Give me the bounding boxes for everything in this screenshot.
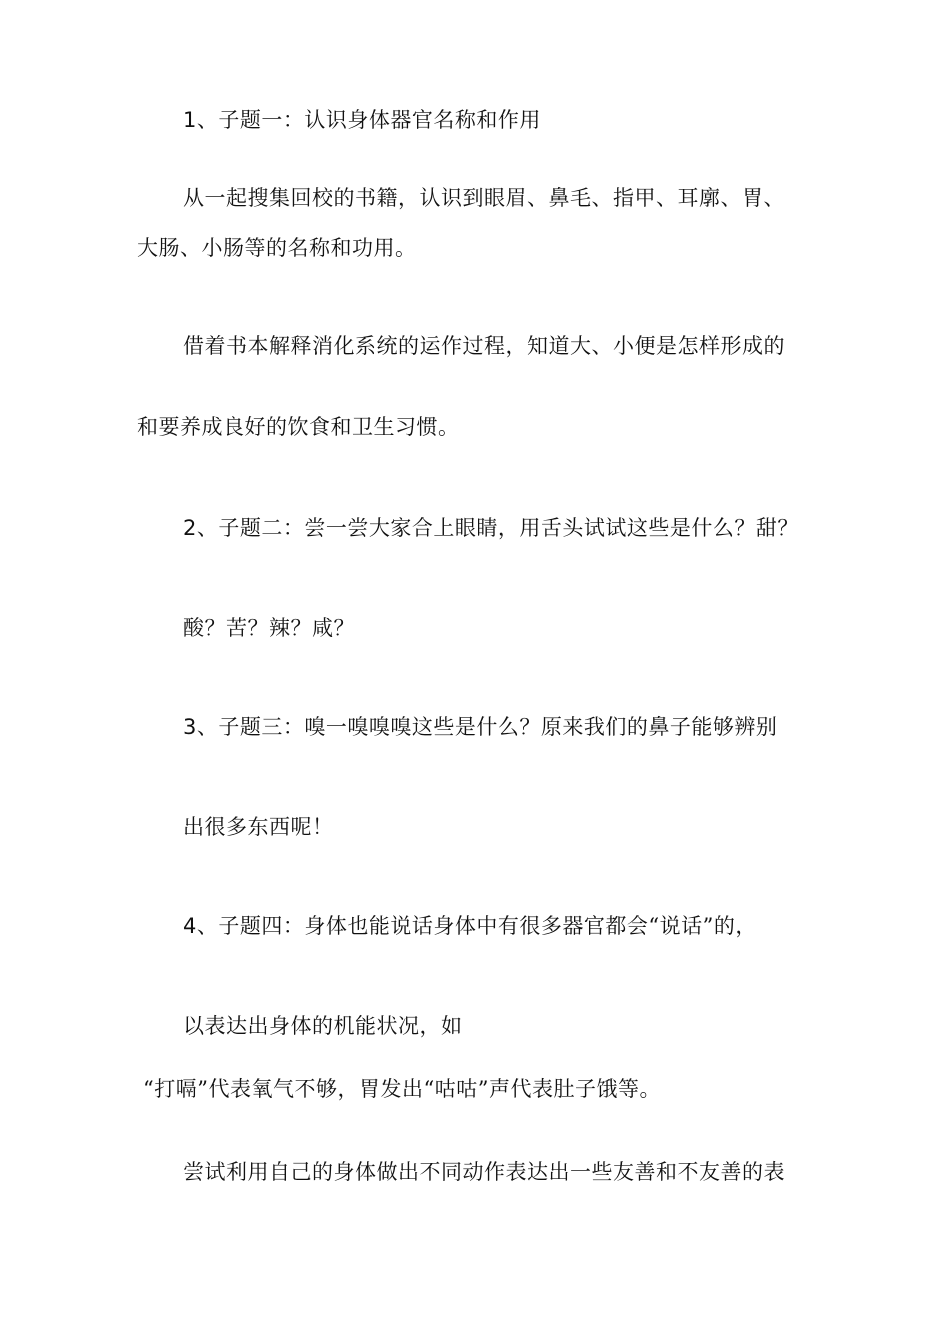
- paragraph-line-1: 1、子题一：认识身体器官名称和作用: [183, 108, 541, 132]
- paragraph-line-11: 以表达出身体的机能状况，如: [183, 1014, 463, 1038]
- paragraph-line-3: 大肠、小肠等的名称和功用。: [137, 236, 417, 260]
- paragraph-line-13: 尝试利用自己的身体做出不同动作表达出一些友善和不友善的表: [183, 1160, 785, 1184]
- paragraph-line-2: 从一起搜集回校的书籍，认识到眼眉、鼻毛、指甲、耳廓、胃、: [183, 186, 785, 210]
- paragraph-line-10: 4、子题四：身体也能说话身体中有很多器官都会“说话”的，: [183, 914, 757, 938]
- paragraph-line-4: 借着书本解释消化系统的运作过程，知道大、小便是怎样形成的: [183, 334, 785, 358]
- paragraph-line-9: 出很多东西呢！: [183, 815, 334, 839]
- paragraph-line-8: 3、子题三：嗅一嗅嗅嗅这些是什么？原来我们的鼻子能够辨别: [183, 715, 778, 739]
- paragraph-line-5: 和要养成良好的饮食和卫生习惯。: [137, 415, 460, 439]
- paragraph-line-7: 酸？苦？辣？咸？: [183, 616, 355, 640]
- paragraph-line-12: “打嗝”代表氧气不够，胃发出“咕咕”声代表肚子饿等。: [143, 1077, 661, 1101]
- paragraph-line-6: 2、子题二：尝一尝大家合上眼睛，用舌头试试这些是什么？甜？: [183, 516, 799, 540]
